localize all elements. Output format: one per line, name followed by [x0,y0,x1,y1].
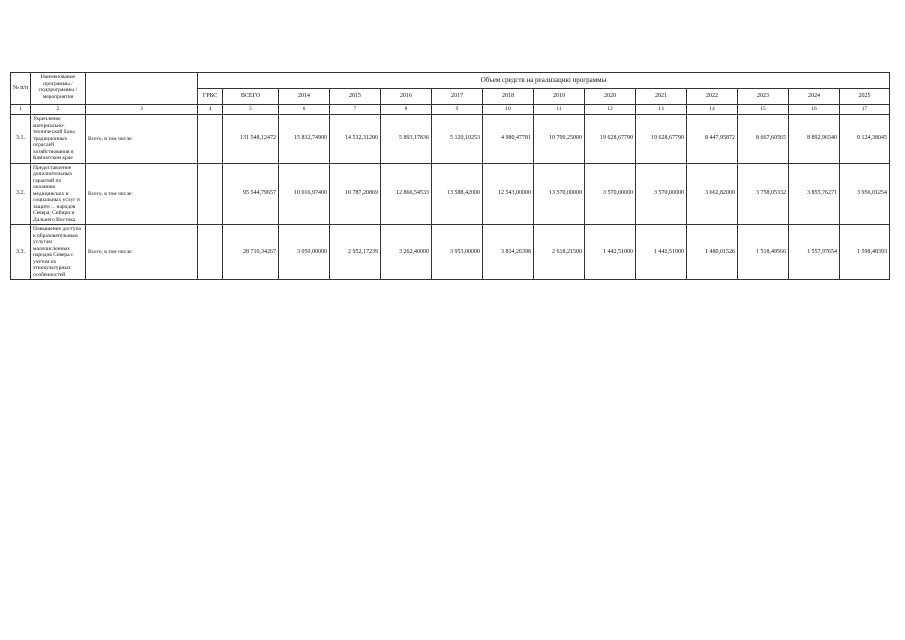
year-value: 1 480,01526 [687,225,738,280]
col-total-header: ВСЕГО [223,89,279,105]
year-header: 2023 [738,89,789,105]
column-number: 12 [585,105,636,115]
grbs-code [198,225,223,280]
year-value: 3 662,82000 [687,163,738,225]
year-header: 2025 [840,89,890,105]
column-number: 3 [86,105,198,115]
table-row [11,163,890,225]
year-value: 1 442,51000 [585,225,636,280]
year-value: 10 799,25000 [534,115,585,164]
column-number: 17 [840,105,890,115]
year-value: 3 855,76271 [789,163,840,225]
column-number: 13 [636,105,687,115]
year-value: 8 892,96540 [789,115,840,164]
total-value: 95 544,79657 [223,163,279,225]
year-value: 12 543,00000 [483,163,534,225]
col-no-header: № п/п [11,73,31,105]
column-number: 10 [483,105,534,115]
column-number: 11 [534,105,585,115]
year-value: 14 532,31200 [330,115,381,164]
year-header: 2024 [789,89,840,105]
column-number: 9 [432,105,483,115]
year-header: 2015 [330,89,381,105]
total-value: 131 548,12472 [223,115,279,164]
year-value: 3 570,00000 [636,163,687,225]
year-value: 4 980,47781 [483,115,534,164]
column-number: 6 [279,105,330,115]
year-value: 3 953,00000 [432,225,483,280]
col-grbs-header: ГРБС [198,89,223,105]
year-value: 19 628,67790 [636,115,687,164]
year-value: 2 952,17239 [330,225,381,280]
year-value: 13 588,42000 [432,163,483,225]
grbs-code [198,163,223,225]
year-header: 2021 [636,89,687,105]
volume-title: Объем средств на реализацию программы [198,73,890,89]
column-number: 8 [381,105,432,115]
funding-source: Всего, в том числе: [86,225,198,280]
section-number: 3.1. [11,115,31,164]
column-number: 15 [738,105,789,115]
table-row [11,115,890,164]
year-value: 8 447,95872 [687,115,738,164]
year-value: 15 832,74900 [279,115,330,164]
section-name: Предоставление дополнительных гарантий по оказанию медицинских и социальных услуг и защите ... народов Севера, Сибири и Дальнего Востока [31,163,86,225]
column-number: 16 [789,105,840,115]
section-number: 3.2. [11,163,31,225]
grbs-code [198,115,223,164]
table-body [11,115,890,280]
year-value: 19 628,67790 [585,115,636,164]
column-number: 4 [198,105,223,115]
funding-source: Всего, в том числе: [86,115,198,164]
year-header: 2014 [279,89,330,105]
column-number-row [11,105,890,115]
col-source-header [86,73,198,105]
budget-table-sheet [10,72,890,280]
column-number: 2 [31,105,86,115]
funding-source: Всего, в том числе: [86,163,198,225]
year-header: 2020 [585,89,636,105]
column-number: 14 [687,105,738,115]
column-number: 7 [330,105,381,115]
year-value: 3 050,00000 [279,225,330,280]
year-value: 10 787,20869 [330,163,381,225]
year-value: 5 893,17836 [381,115,432,164]
total-value: 28 710,34267 [223,225,279,280]
table-row [11,225,890,280]
year-value: 1 557,97654 [789,225,840,280]
year-value: 10 016,97400 [279,163,330,225]
year-value: 9 124,38045 [840,115,890,164]
year-header: 2016 [381,89,432,105]
col-name-header: Наименование программы / подпрограммы / мероприятия [31,73,86,105]
year-value: 1 598,48393 [840,225,890,280]
year-header: 2018 [483,89,534,105]
section-number: 3.3. [11,225,31,280]
year-header: 2022 [687,89,738,105]
section-name: Укрепление материально-технической базы традиционных отраслей хозяйствования в Камчатском крае [31,115,86,164]
year-value: 2 618,21500 [534,225,585,280]
section-name: Повышение доступа к образовательным услугам малочисленных народов Севера с учетом их этнокультурных особенностей [31,225,86,280]
column-number: 1 [11,105,31,115]
year-value: 3 262,40000 [381,225,432,280]
column-number: 5 [223,105,279,115]
year-value: 3 834,26398 [483,225,534,280]
year-value: 1 518,49566 [738,225,789,280]
year-value: 3 570,00000 [585,163,636,225]
year-value: 12 866,54533 [381,163,432,225]
budget-table [10,72,890,280]
year-header: 2017 [432,89,483,105]
year-header: 2019 [534,89,585,105]
year-value: 5 120,10253 [432,115,483,164]
year-value: 8 667,60565 [738,115,789,164]
year-value: 3 758,05332 [738,163,789,225]
year-value: 3 956,01254 [840,163,890,225]
year-value: 13 570,00000 [534,163,585,225]
year-value: 1 442,51000 [636,225,687,280]
